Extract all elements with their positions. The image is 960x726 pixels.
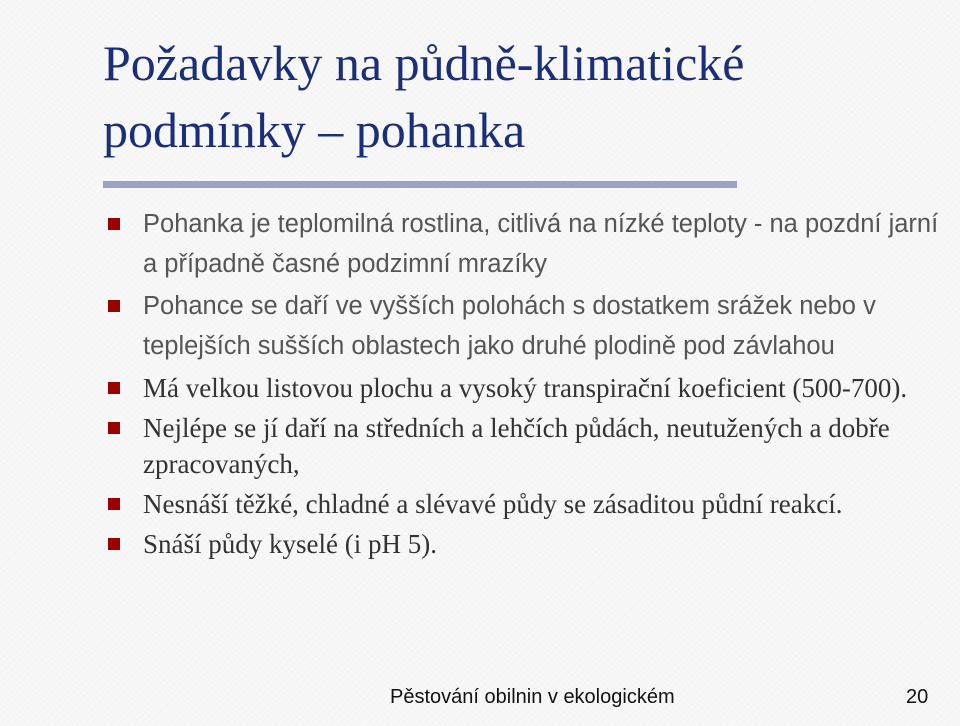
bullet-square-icon bbox=[108, 300, 120, 312]
bullet-square-icon bbox=[108, 382, 120, 394]
bullet-square-icon bbox=[108, 538, 120, 550]
bullet-square-icon bbox=[108, 218, 120, 230]
bullet-text: Nesnáší těžké, chladné a slévavé půdy se zásaditou půdní reakcí. bbox=[143, 489, 843, 519]
bullet-item bbox=[103, 410, 943, 482]
bullet-text: Snáší půdy kyselé (i pH 5). bbox=[143, 529, 437, 559]
bullet-text: Má velkou listovou plochu a vysoký transpirační koeficient (500-700). bbox=[143, 373, 908, 403]
bullet-item bbox=[103, 526, 943, 562]
bullet-item bbox=[103, 286, 943, 366]
bullet-text: Pohanka je teplomilná rostlina, citlivá na nízké teploty - na pozdní jarní a případně časné podzimní mrazíky bbox=[143, 210, 939, 278]
bullet-text: Nejlépe se jí daří na středních a lehčích půdách, neutužených a dobře zpracovaných, bbox=[143, 413, 890, 479]
footer-text: Pěstování obilnin v ekologickém bbox=[390, 686, 675, 708]
bullet-list bbox=[103, 204, 943, 566]
bullet-item bbox=[103, 204, 943, 284]
page-number: 20 bbox=[906, 686, 929, 708]
slide-title bbox=[103, 30, 923, 164]
slide-title-line-2: podmínky – pohanka bbox=[103, 102, 526, 158]
bullet-item bbox=[103, 368, 943, 408]
slide-title-line-1: Požadavky na půdně-klimatické bbox=[103, 35, 745, 91]
bullet-text: Pohance se daří ve vyšších polohách s dostatkem srážek nebo v teplejších sušších oblastech jako druhé plodině pod závlahou bbox=[143, 292, 876, 360]
bullet-item bbox=[103, 486, 943, 522]
title-underline bbox=[103, 181, 737, 188]
bullet-square-icon bbox=[108, 498, 120, 510]
bullet-square-icon bbox=[108, 422, 120, 434]
